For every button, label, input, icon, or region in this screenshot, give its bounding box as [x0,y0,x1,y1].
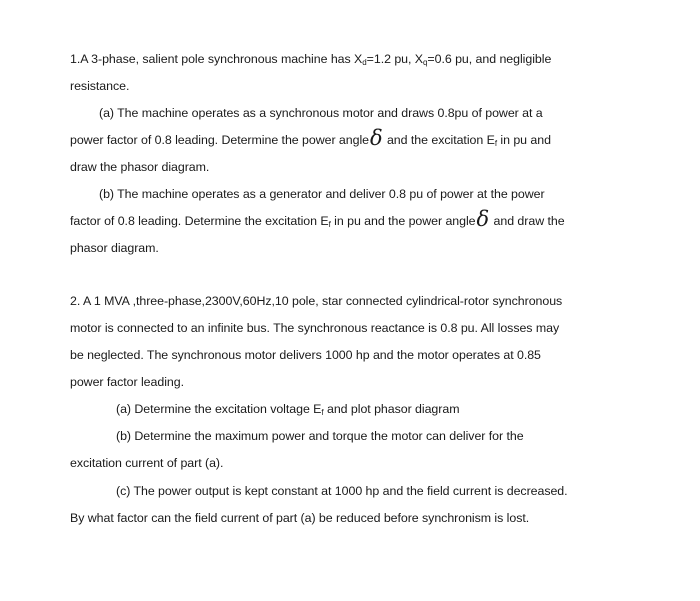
subscript-f: f [328,220,331,229]
q1a-line-3: draw the phasor diagram. [70,160,210,174]
q2a-text: and plot phasor diagram [323,402,460,416]
q1b-text: and draw the [490,214,565,228]
delta-symbol: δ [369,126,383,150]
q1a-line-1: (a) The machine operates as a synchronous motor and draws 0.8pu of power at a [99,106,543,120]
q2a-text: (a) Determine the excitation voltage E [116,402,322,416]
q2b-line-1: (b) Determine the maximum power and torque the motor can deliver for the [116,429,524,443]
q2-line-1: 2. A 1 MVA ,three-phase,2300V,60Hz,10 pole, star connected cylindrical-rotor synchronous [70,294,563,308]
q1a-line-2 [70,126,551,150]
q1-text: =0.6 pu, and negligible [427,52,552,66]
q1b-text: in pu and the power angle [330,214,476,228]
subscript-f: f [494,139,497,148]
q1-line-1 [70,52,551,66]
delta-symbol: δ [476,207,490,231]
q1b-text: factor of 0.8 leading. Determine the excitation E [70,214,329,228]
q2b-line-2: excitation current of part (a). [70,456,224,470]
subscript-d: d [362,58,367,67]
q1a-text: and the excitation E [383,133,495,147]
q1-text: 1.A 3-phase, salient pole synchronous machine has X [70,52,363,66]
q2a-line [116,402,459,416]
q2-line-4: power factor leading. [70,375,184,389]
q2-line-2: motor is connected to an infinite bus. The synchronous reactance is 0.8 pu. All losses may [70,321,560,335]
subscript-f: f [321,408,324,417]
subscript-q: q [423,58,428,67]
q1a-text: power factor of 0.8 leading. Determine the power angle [70,133,369,147]
q1a-text: in pu and [497,133,551,147]
q2c-line-2: By what factor can the field current of part (a) be reduced before synchronism is lost. [70,511,530,525]
q1b-line-2 [70,207,565,231]
q1b-line-3: phasor diagram. [70,241,159,255]
q2-line-3: be neglected. The synchronous motor delivers 1000 hp and the motor operates at 0.85 [70,348,541,362]
q1-line-2: resistance. [70,79,130,93]
q2c-line-1: (c) The power output is kept constant at 1000 hp and the field current is decreased. [116,484,568,498]
q1-text: =1.2 pu, X [366,52,424,66]
q1b-line-1: (b) The machine operates as a generator and deliver 0.8 pu of power at the power [99,187,545,201]
